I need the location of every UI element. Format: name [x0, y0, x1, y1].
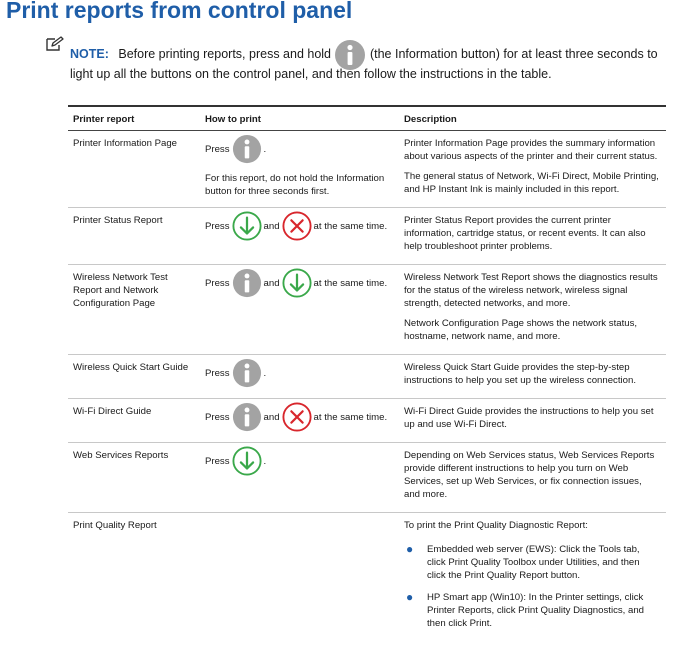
information-button-icon [232, 402, 262, 432]
report-name: Print Quality Report [73, 520, 157, 531]
report-name: Wi-Fi Direct Guide [68, 399, 200, 443]
end-text: at the same time. [313, 411, 388, 423]
information-button-icon [232, 358, 262, 388]
description [399, 355, 666, 399]
end-text: . [263, 455, 267, 467]
press-text: Press [205, 143, 230, 155]
bullet-list [404, 543, 660, 630]
information-button-icon [232, 268, 262, 298]
note-text-after: (the Information button) for at least three seconds to [369, 47, 658, 61]
report-name: Wireless Network Test Report and Network Configuration Page [68, 265, 200, 355]
how-to-print [200, 399, 399, 443]
table-row [68, 399, 666, 443]
end-text: at the same time. [313, 277, 388, 289]
table-row [68, 443, 666, 513]
bullet-icon: ● [406, 542, 414, 556]
bullet-icon: ● [406, 590, 414, 604]
press-text: Press [205, 367, 230, 379]
report-name: Printer Status Report [68, 208, 200, 265]
and-text: and [263, 411, 280, 423]
description-paragraph: To print the Print Quality Diagnostic Report: [404, 520, 588, 531]
note-text-before: Before printing reports, press and hold [118, 47, 331, 61]
description-paragraph: The general status of Network, Wi-Fi Direct, Mobile Printing, and HP Instant Ink is mainly included in this report. [404, 171, 659, 195]
description-paragraph: Wi-Fi Direct Guide provides the instructions to help you set up and use Wi-Fi Direct. [404, 406, 654, 430]
list-item [404, 591, 660, 630]
cancel-button-icon [282, 402, 312, 432]
description-paragraph: Wireless Network Test Report shows the diagnostics results for the status of the wireless network, wireless signal strength, detected networks, and more. [404, 272, 658, 309]
description-paragraph: Network Configuration Page shows the network status, hostname, network name, and more. [404, 318, 638, 342]
note-line-1 [70, 38, 670, 71]
how-note: For this report, do not hold the Information button for three seconds first. [205, 173, 385, 197]
resume-button-icon [232, 446, 262, 476]
header-printer-report: Printer report [68, 106, 200, 131]
description [399, 265, 666, 355]
press-text: Press [205, 277, 230, 289]
end-text: . [263, 143, 267, 155]
report-name: Web Services Reports [68, 443, 200, 513]
note-line-2: light up all the buttons on the control panel, and then follow the instructions in the table. [70, 67, 552, 81]
press-text: Press [205, 455, 230, 467]
cancel-button-icon [282, 211, 312, 241]
press-text: Press [205, 411, 230, 423]
description [399, 399, 666, 443]
reports-table [68, 105, 666, 643]
note-label: NOTE: [70, 47, 109, 61]
report-name: Printer Information Page [68, 131, 200, 208]
how-to-print [200, 208, 399, 265]
table-row [68, 355, 666, 399]
information-button-icon [232, 134, 262, 164]
page-title: Print reports from control panel [6, 0, 353, 23]
end-text: at the same time. [313, 220, 388, 232]
bullet-text: Embedded web server (EWS): Click the Tools tab, click Print Quality Toolbox under Utilities, and then click the Print Quality Report button. [427, 544, 640, 581]
description [399, 443, 666, 513]
table-row [68, 131, 666, 208]
resume-button-icon [232, 211, 262, 241]
table-header-row [68, 106, 666, 131]
bullet-text: HP Smart app (Win10): In the Printer settings, click Printer Reports, click Print Quality Diagnostics, and then click Print. [427, 592, 645, 629]
note-icon [46, 36, 64, 52]
and-text: and [263, 220, 280, 232]
table-row [68, 208, 666, 265]
list-item [404, 543, 660, 582]
description [399, 208, 666, 265]
table-row [68, 513, 666, 644]
how-to-print [200, 443, 399, 513]
report-name: Wireless Quick Start Guide [68, 355, 200, 399]
how-to-print [200, 265, 399, 355]
press-text: Press [205, 220, 230, 232]
information-button-icon [334, 39, 366, 71]
description [399, 513, 666, 644]
header-description: Description [399, 106, 666, 131]
description-paragraph: Wireless Quick Start Guide provides the step-by-step instructions to help you set up the wireless connection. [404, 362, 636, 386]
and-text: and [263, 277, 280, 289]
table-row [68, 265, 666, 355]
how-to-print [200, 513, 399, 644]
how-to-print [200, 131, 399, 208]
end-text: . [263, 367, 267, 379]
header-how-to-print: How to print [200, 106, 399, 131]
description-paragraph: Printer Information Page provides the summary information about various aspects of the printer and their current status. [404, 138, 658, 162]
resume-button-icon [282, 268, 312, 298]
how-to-print [200, 355, 399, 399]
description-paragraph: Depending on Web Services status, Web Services Reports provide different instructions to help you turn on Web Services, set up Web Services, or fix connection issues, and more. [404, 450, 655, 500]
description [399, 131, 666, 208]
description-paragraph: Printer Status Report provides the current printer information, cartridge status, or recent events. It can also help troubleshoot printer problems. [404, 215, 646, 252]
